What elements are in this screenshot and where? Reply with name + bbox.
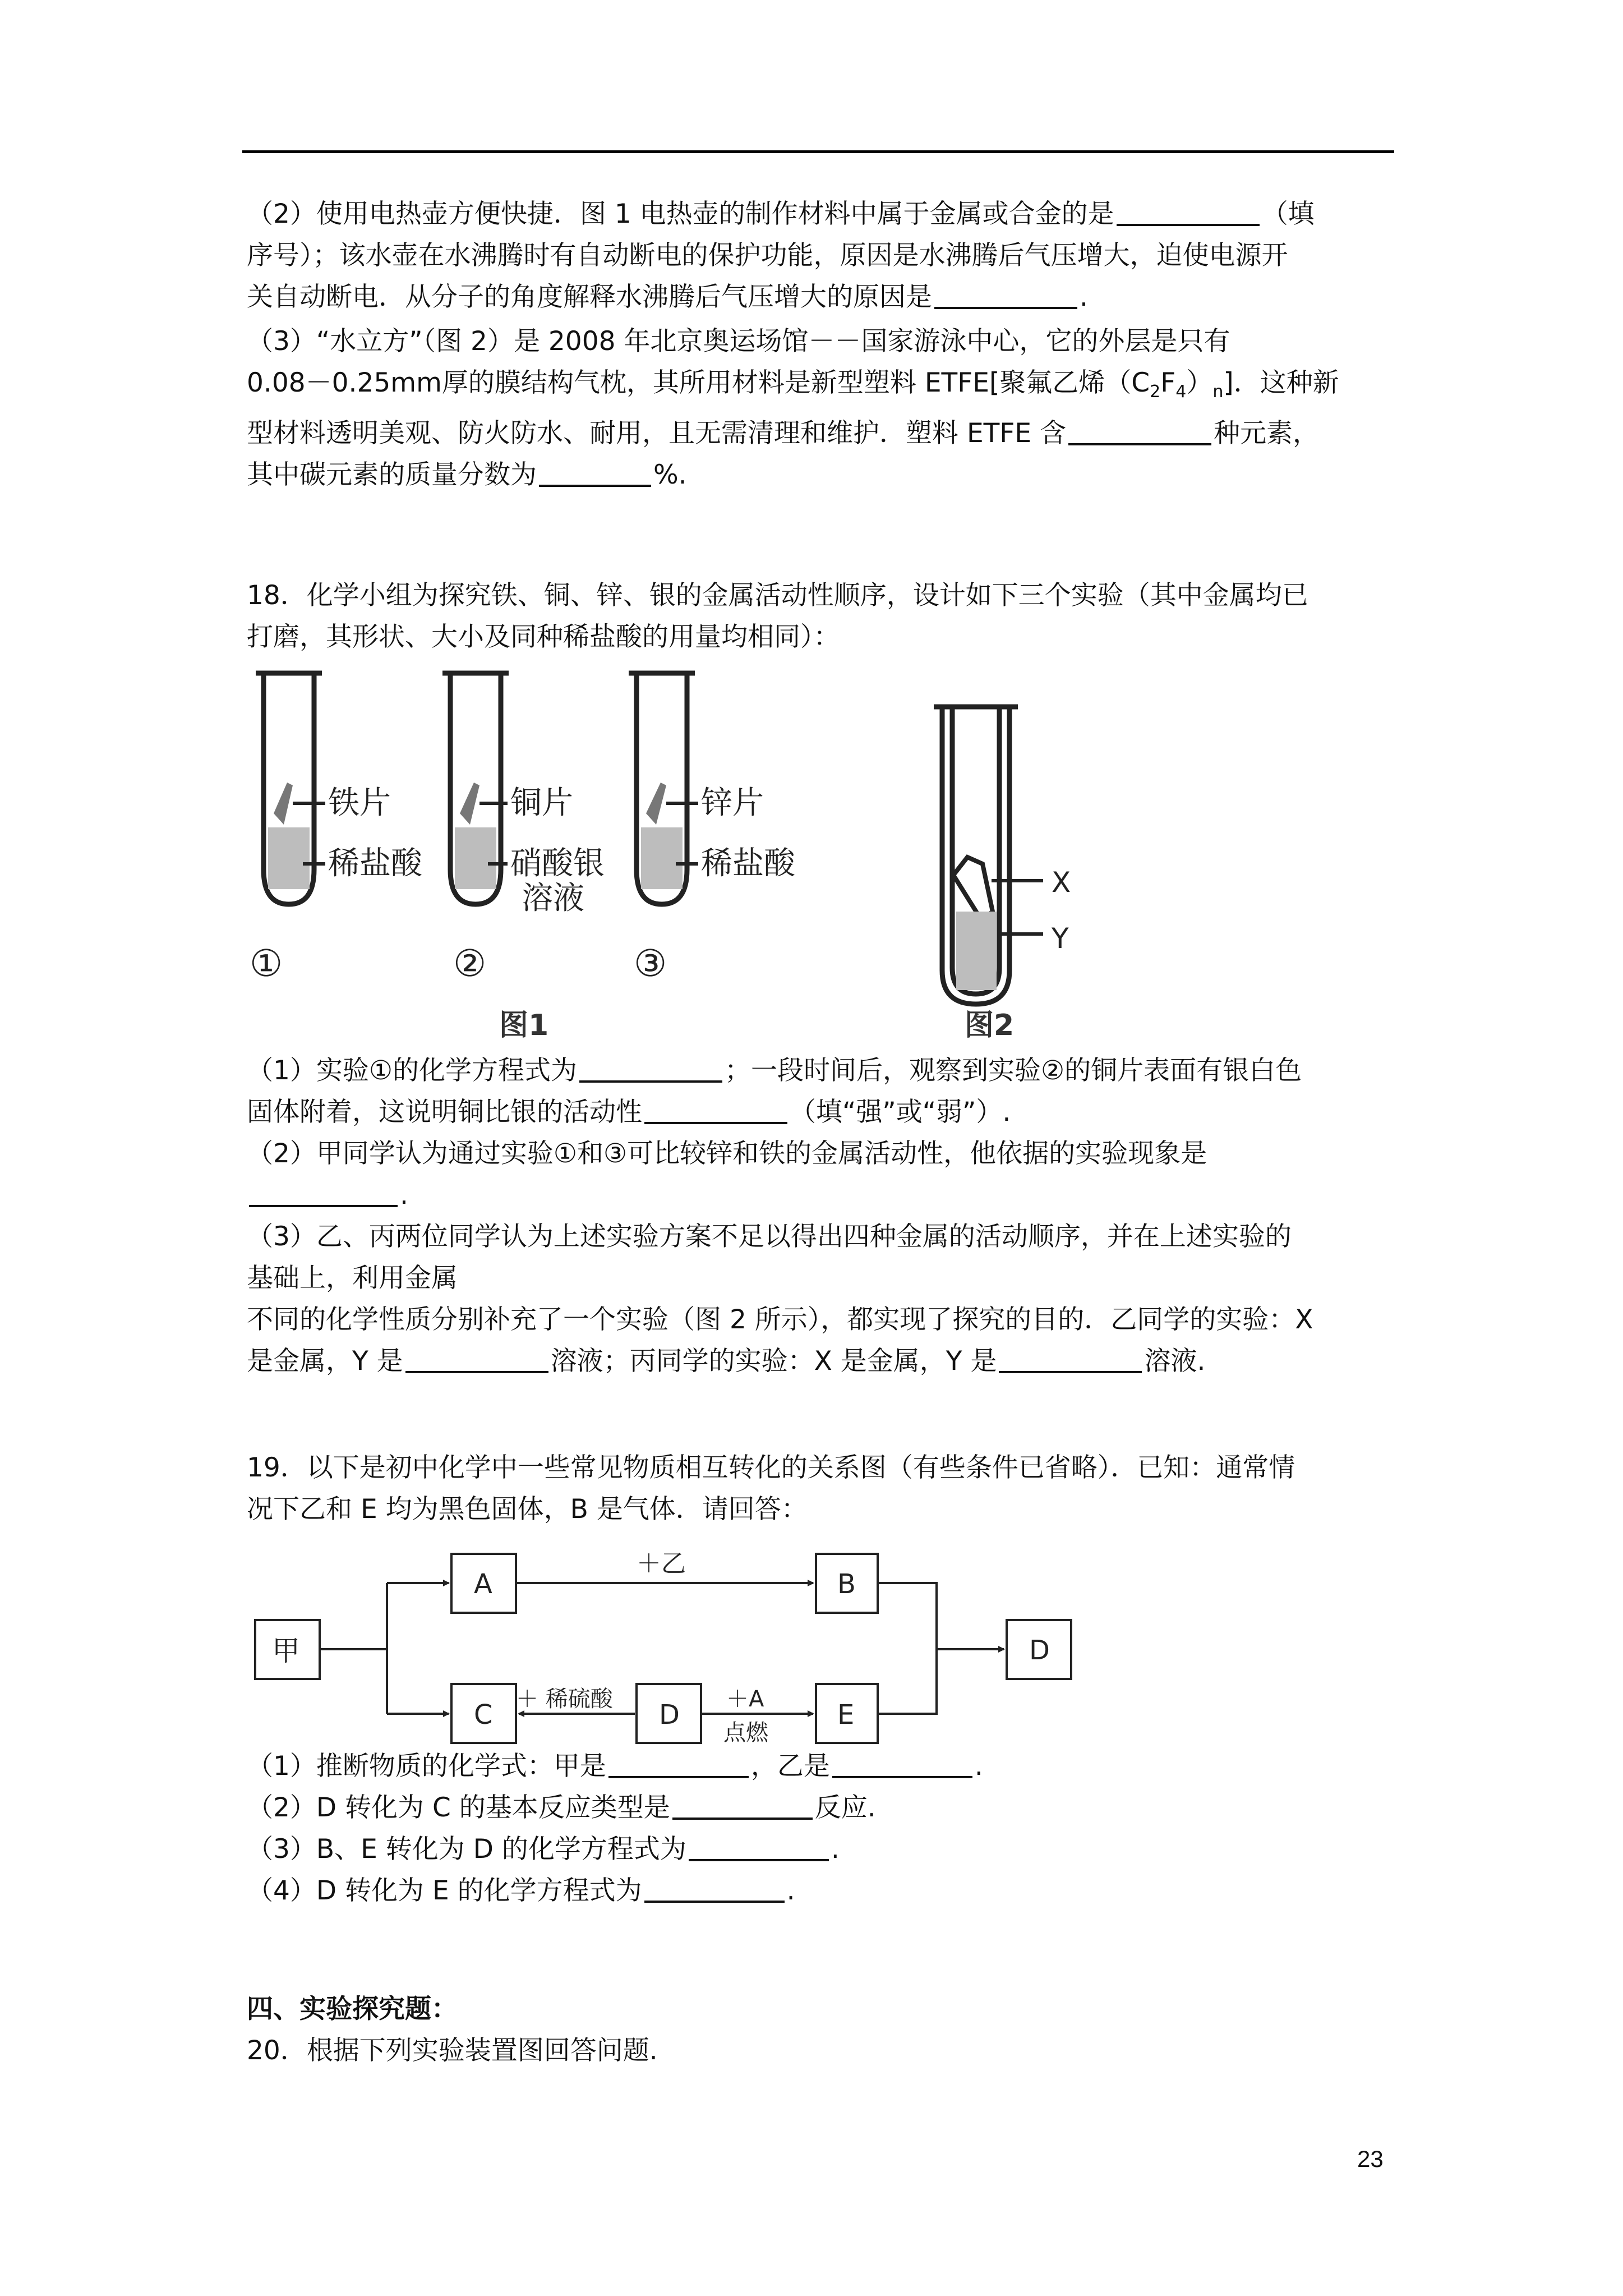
q17-part2: （2）使用电热壶方便快捷．图 1 电热壶的制作材料中属于金属或合金的是 （填 序号）；该水壶在水沸腾时有自动断电的保护功能，原因是水沸腾后气压增大，迫使电源开 关自动断电．从分子的角度解释水沸腾后气压增大的原因是 .	[247, 194, 1402, 318]
answer-blank[interactable]	[832, 1746, 972, 1778]
answer-blank[interactable]	[672, 1787, 813, 1820]
label-exp-3: ③	[634, 942, 667, 985]
header-rule	[242, 150, 1394, 153]
condition-plus-yi: ＋乙	[637, 1549, 686, 1578]
label-exp-2: ②	[453, 942, 487, 985]
condition-ignite: 点燃	[723, 1720, 768, 1746]
iron-strip	[274, 783, 293, 825]
label-silver-nitrate: 硝酸银	[510, 845, 605, 882]
answer-blank[interactable]	[539, 454, 651, 487]
answer-blank[interactable]	[934, 277, 1077, 309]
q18-questions: （1）实验①的化学方程式为 ；一段时间后，观察到实验②的铜片表面有银白色 固体附着，这说明铜比银的活动性 （填“强”或“弱”）. （2）甲同学认为通过实验①和③可比较锌和铁的金属活动性，他依据的实验现象是 . （3）乙、丙两位同学认为上述实验方案不足以得出四种金属的活动顺序，并在上述实验的 基础上，利用金属 不同的化学性质分别补充了一个实验（图 2 所示），都实现了探究的目的．乙同学的实验：X 是金属，Y 是 溶液；丙同学的实验：X 是金属，Y 是 溶液.	[247, 1050, 1402, 1382]
answer-blank[interactable]	[1068, 413, 1211, 445]
label-y: Y	[1052, 922, 1069, 955]
answer-blank[interactable]	[999, 1341, 1142, 1373]
label-x: X	[1052, 866, 1071, 899]
section-heading: 四、实验探究题：	[247, 1994, 458, 2024]
label-iron: 铁片	[328, 785, 391, 821]
hydrochloric-acid-3	[641, 827, 683, 889]
condition-plus-a: ＋A	[726, 1686, 764, 1712]
label-acid-1: 稀盐酸	[328, 845, 422, 882]
condition-dilute-sulfuric-acid: ＋ 稀硫酸	[516, 1686, 613, 1712]
silver-nitrate-solution	[455, 827, 496, 889]
label-e: E	[837, 1699, 855, 1731]
q17-part3: （3）“水立方”（图 2）是 2008 年北京奥运场馆－－国家游泳中心，它的外层是只有 0.08－0.25mm厚的膜结构气枕，其所用材料是新型塑料 ETFE[聚氟乙烯$(C_2F_4)_n$]．这种新 型材料透明美观、防火防水、耐用，且无需清理和维护．塑料 ETFE 含 种元素， 其中碳元素的质量分数为 %.	[247, 326, 1339, 490]
q19-questions: （1）推断物质的化学式：甲是 ，乙是 . （2）D 转化为 C 的基本反应类型是 反应. （3）B、E 转化为 D 的化学方程式为 . （4）D 转化为 E 的化学方程式为 .	[247, 1746, 1402, 1912]
label-a: A	[474, 1568, 492, 1600]
label-copper: 铜片	[510, 785, 573, 821]
figure-1-caption: 图1	[499, 1009, 549, 1042]
label-b: B	[837, 1568, 856, 1600]
answer-blank[interactable]	[644, 1092, 787, 1124]
answer-blank[interactable]	[1117, 194, 1260, 226]
label-d-right: D	[1029, 1635, 1050, 1666]
label-zinc: 锌片	[701, 785, 764, 821]
solution-y	[956, 912, 997, 990]
page-number: 23	[1357, 2146, 1384, 2172]
label-jia: 甲	[272, 1635, 300, 1667]
q19-relation-diagram	[224, 1531, 1122, 1756]
label-exp-1: ①	[250, 942, 283, 985]
label-c: C	[474, 1699, 493, 1731]
figure-2-caption: 图2	[965, 1009, 1015, 1042]
label-acid-3: 稀盐酸	[701, 845, 795, 882]
zinc-strip	[646, 783, 666, 825]
label-solution: 溶液	[522, 880, 584, 917]
answer-blank[interactable]	[579, 1050, 722, 1083]
answer-blank[interactable]	[405, 1341, 548, 1373]
q19-intro: 19．以下是初中化学中一些常见物质相互转化的关系图（有些条件已省略）．已知：通常情 况下乙和 E 均为黑色固体，B 是气体．请回答：	[247, 1452, 1295, 1525]
answer-blank[interactable]	[644, 1870, 785, 1903]
answer-blank[interactable]	[608, 1746, 749, 1778]
label-d: D	[659, 1699, 680, 1731]
answer-blank[interactable]	[249, 1175, 398, 1207]
q18-intro: 18．化学小组为探究铁、铜、锌、银的金属活动性顺序，设计如下三个实验（其中金属均已 打磨，其形状、大小及同种稀盐酸的用量均相同）：	[247, 580, 1308, 652]
answer-blank[interactable]	[689, 1829, 829, 1861]
section-4	[247, 1989, 1402, 2072]
metal-x	[953, 857, 993, 920]
copper-strip	[460, 783, 479, 825]
question-20: 20．根据下列实验装置图回答问题.	[247, 2035, 658, 2066]
q18-figure	[224, 645, 1178, 1055]
hydrochloric-acid-1	[268, 827, 310, 889]
